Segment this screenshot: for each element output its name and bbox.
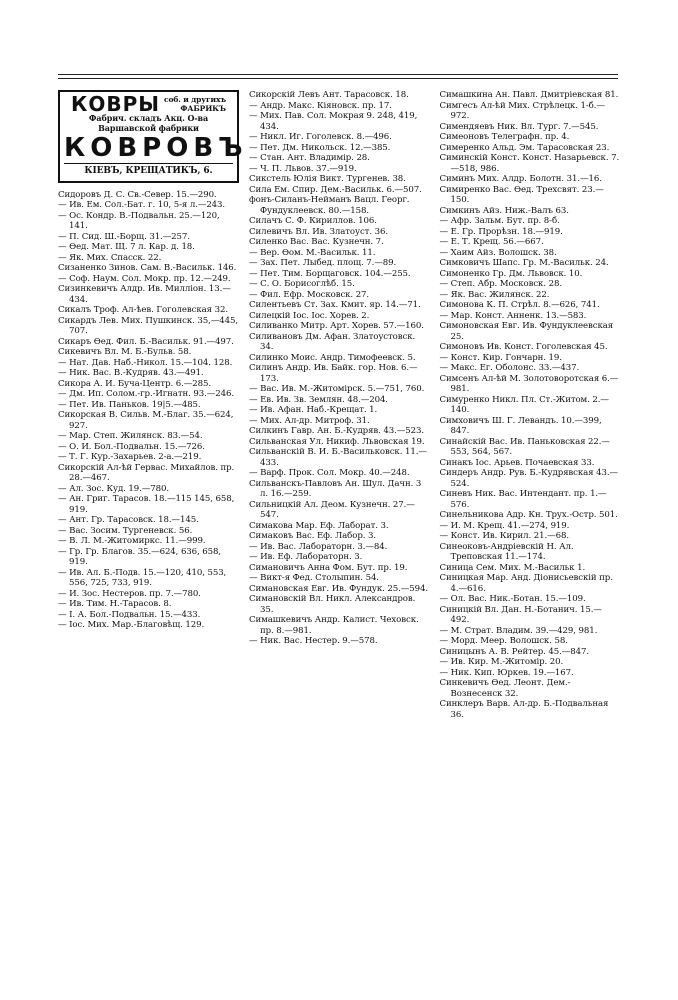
- directory-entry: — Ив. Тим. Н.-Тарасов. 8.: [58, 599, 172, 609]
- directory-entry: — Зах. Пет. Лыбед. площ. 7.—89.: [249, 258, 397, 268]
- directory-entry: — Як. Вас. Жилянск. 22.: [439, 289, 550, 300]
- ad-big-title: КОВРОВЪ: [64, 133, 248, 163]
- carpet-advertisement: [58, 90, 248, 183]
- directory-entry: — Ант. Гр. Тарасовск. 18.—145.: [58, 515, 199, 525]
- directory-entry: — Ч. П. Львов. 37.—919.: [249, 163, 357, 174]
- directory-entry: Сидоровъ Д. С. Св.-Север. 15.—290.: [58, 189, 217, 200]
- directory-entry: — Ник. Вас. Нестер. 9.—578.: [249, 636, 378, 646]
- directory-entry: Симановичъ Анна Фом. Бут. пр. 19.: [249, 562, 408, 573]
- directory-entry: Сикалъ Троф. Ал-ѣев. Гоголевская 32.: [58, 305, 228, 315]
- directory-entry: — Викт-я Фед. Столыпин. 54.: [249, 573, 379, 583]
- directory-entry: Силинко Моис. Андр. Тимофеевск. 5.: [249, 352, 416, 363]
- directory-entry: — Соф. Наум. Сол. Мокр. пр. 12.—249.: [58, 273, 231, 284]
- directory-entry: Симоненко Гр. Дм. Львовск. 10.: [439, 268, 583, 279]
- directory-entry: — Стан. Ант. Владимір. 28.: [249, 153, 370, 163]
- directory-entry: Сикорскій Левъ Ант. Тарасовск. 18.: [249, 90, 409, 100]
- column-3: [440, 90, 621, 720]
- directory-entry: Силкинъ Гавр. Ан. Б.-Кудряв. 43.—523.: [249, 426, 424, 436]
- directory-entry: — Ос. Кондр. В.-Подвальн. 25.—120, 141.: [58, 210, 220, 231]
- directory-entry: Симсенъ Ал-ѣй М. Золотоворотская 6.—981.: [439, 373, 619, 394]
- directory-entry: Силиванко Митр. Арт. Хорев. 57.—160.: [249, 321, 424, 331]
- ad-kovry: КОВРЫ: [71, 91, 160, 116]
- ad-sub2: ФАБРИКЪ: [180, 104, 226, 113]
- directory-entry: Симховичъ Ш. Г. Левандъ. 10.—399, 847.: [439, 415, 602, 436]
- directory-entry: — Өед. Мат. Щ. 7 л. Кар. д. 18.: [58, 242, 195, 252]
- directory-entry: Сикардъ Лев. Мих. Пушкинск. 35,—445, 707.: [58, 315, 238, 336]
- directory-entry: — И. М. Крещ. 41.—274, 919.: [439, 520, 570, 531]
- directory-entry: — I. А. Бол.-Подвальн. 15.—433.: [58, 609, 201, 620]
- directory-entry: Синакъ Іос. Арьев. Почаевская 33.: [439, 457, 595, 468]
- directory-entry: — Нат. Дав. Наб.-Никол. 15.—104. 128.: [58, 357, 233, 368]
- directory-entry: — Ив. Ал. Б.-Подв. 15.—120, 410, 553, 556, 725, 733, 919.: [58, 567, 227, 588]
- columns: [58, 90, 620, 720]
- directory-entry: Симинъ Мих. Алдр. Болотн. 31.—16.: [439, 174, 602, 184]
- directory-entry: Сильванская Ул. Никиф. Львовская 19.: [249, 436, 425, 447]
- directory-entry: — Ол. Вас. Ник.-Ботан. 15.—109.: [439, 594, 586, 604]
- directory-entry: — Ник. Вас. В.-Кудряв. 43.—491.: [58, 368, 204, 378]
- directory-entry: Сикаръ Өед. Фил. Б.-Васильк. 91.—497.: [58, 336, 234, 347]
- directory-entry: — Ив. Ем. Сол.-Бат. г. 10, 5-я л.—243.: [58, 200, 226, 210]
- directory-entry: Симкинъ Айз. Ниж.-Валъ 63.: [439, 205, 569, 216]
- directory-entry: Симеоновъ Телеграфн. пр. 4.: [439, 132, 570, 142]
- column-2: [249, 90, 430, 720]
- directory-entry: — Морд. Меер. Волошск. 58.: [439, 636, 568, 646]
- directory-entry: Сильванскій В. И. Б.-Васильковск. 11.—433.: [249, 447, 427, 468]
- directory-entry: — Конст. Ив. Кирил. 21.—68.: [439, 531, 569, 541]
- directory-entry: фонъ-Силанъ-Нейманъ Вацл. Георг. Фундуклеевск. 80.—158.: [249, 195, 410, 216]
- directory-entry: — Вас. Ив. М.-Житомірск. 5.—751, 760.: [249, 384, 425, 394]
- directory-entry: — И. Зос. Нестеров. пр. 7.—780.: [58, 588, 201, 599]
- directory-entry: — Мар. Степ. Жилянск. 83.—54.: [58, 431, 203, 441]
- directory-entry: — Степ. Абр. Московск. 28.: [439, 279, 562, 289]
- directory-entry: Силинъ Андр. Ив. Байк. гор. Нов. 6.—173.: [249, 363, 418, 384]
- directory-entry: — Як. Мих. Спасск. 22.: [58, 252, 162, 263]
- ad-sub1: соб. и другихъ: [163, 95, 226, 104]
- directory-entry: Симашкина Ан. Павл. Дмитріевская 81.: [439, 90, 619, 100]
- directory-entry: Сильницкій Ал. Деом. Кузнечн. 27.—547.: [249, 499, 415, 520]
- directory-entry: — Вас. Зосим. Тургеневск. 56.: [58, 525, 193, 536]
- directory-entry: — Пет. Тим. Борщаговск. 104.—255.: [249, 268, 411, 279]
- directory-entry: — Ив. Афан. Наб.-Крещат. 1.: [249, 405, 378, 415]
- directory-entry: Сизинкевичъ Алдр. Ив. Милліон. 13.—434.: [58, 284, 231, 305]
- directory-entry: — В. Л. М.-Житомиркс. 11.—999.: [58, 536, 206, 546]
- directory-entry: Силентьевъ Ст. Зах. Кмит. яр. 14.—71.: [249, 300, 421, 310]
- directory-entry: — Хаим Айз. Волошск. 38.: [439, 247, 557, 258]
- directory-entry: Симонова К. П. Стрѣл. 8.—626, 741.: [439, 300, 600, 310]
- directory-entry: — Пет. Дм. Никольск. 12.—385.: [249, 142, 391, 153]
- directory-entry: Синица Сем. Мих. М.-Васильк 1.: [439, 562, 586, 573]
- directory-entry: Сикорская В. Сильв. М.-Благ. 35.—624, 927.: [58, 410, 234, 431]
- directory-entry: — Макс. Ег. Оболонс. 33.—437.: [439, 363, 580, 373]
- directory-entry: Силецкій Іос. Іос. Хорев. 2.: [249, 310, 370, 321]
- directory-entry: Силевичъ Вл. Ив. Златоуст. 36.: [249, 226, 388, 237]
- directory-entry: — Вер. Өом. М.-Васильк. 11.: [249, 247, 376, 258]
- directory-entry: Синкевичъ Өед. Леонт. Дем.-Вознесенск 32.: [439, 678, 571, 699]
- directory-entry: Симоновъ Ив. Конст. Гоголевская 45.: [439, 342, 608, 352]
- directory-entry: Синицкій Вл. Дан. Н.-Ботанич. 15.—492.: [439, 604, 602, 625]
- directory-entry: Сикорскій Ал-ѣй Гервас. Михайлов. пр. 28.—467.: [58, 462, 235, 483]
- directory-entry: Синайскій Вас. Ив. Паньковская 22.—553, 564, 567.: [439, 436, 610, 457]
- directory-entry: Симеренко Альд. Эм. Тарасовская 23.: [439, 142, 610, 153]
- directory-entry: Симановская Евг. Ив. Фундук. 25.—594.: [249, 583, 428, 594]
- directory-entry: — Ан. Григ. Тарасов. 18.—115 145, 658, 919.: [58, 494, 235, 515]
- directory-entry: — Ник. Кип. Юркев. 19.—167.: [439, 667, 574, 678]
- directory-entry: — Іос. Мих. Мар.-Благовѣщ. 129.: [58, 620, 205, 630]
- directory-entry: — Ив. Еф. Лабораторн. 3.: [249, 552, 363, 562]
- directory-entry: Симоновская Евг. Ив. Фундуклеевская 25.: [439, 321, 614, 342]
- directory-entry: — Е. Т. Крещ. 56.—667.: [439, 237, 544, 247]
- directory-entry: — Т. Г. Кур.-Захарьев. 2-а.—219.: [58, 452, 202, 462]
- directory-entry: Синеоковъ-Андріевскій Н. Ал. Треповская 11.—174.: [439, 541, 574, 562]
- directory-entry: Сизаненко Зинов. Сам. В.-Васильк. 146.: [58, 263, 237, 273]
- directory-entry: Синевъ Ник. Вас. Интендант. пр. 1.—576.: [439, 489, 607, 510]
- directory-entry: Сикстель Юлія Викт. Тургенев. 38.: [249, 174, 406, 184]
- directory-entry: Симашкевичъ Андр. Калист. Чеховск. пр. 8.—981.: [249, 615, 419, 636]
- directory-entry: — Никл. Иг. Гоголевск. 8.—496.: [249, 132, 392, 142]
- directory-entry: — Ив. Кир. М.-Житомір. 20.: [439, 657, 564, 667]
- ad-sub: [164, 95, 226, 113]
- ad-line2: Варшавской фабрики: [98, 123, 199, 133]
- ad-line1: Фабрич. складъ Акц. О-ва: [88, 113, 209, 123]
- directory-entry: — Ал. Зос. Куд. 19.—780.: [58, 483, 170, 494]
- ad-header: [64, 91, 233, 116]
- directory-entry: — Мар. Конст. Анненк. 13.—583.: [439, 310, 587, 321]
- directory-entry: — С. О. Борисоглѣб. 15.: [249, 279, 355, 289]
- directory-entry: — Андр. Макс. Кіяновск. пр. 17.: [249, 100, 392, 111]
- directory-entry: — Афр. Зальм. Бут. пр. 8-б.: [439, 216, 560, 226]
- directory-entry: — Конст. Кир. Гончарн. 19.: [439, 352, 562, 363]
- directory-entry: Симуренко Никл. Пл. Ст.-Житом. 2.—140.: [439, 394, 609, 415]
- directory-entry: — Е. Гр. Прорѣзн. 18.—919.: [439, 226, 563, 237]
- directory-entry: — Ев. Ив. Зв. Землян. 48.—204.: [249, 394, 388, 405]
- directory-entry: Силачъ С. Ф. Кириллов. 106.: [249, 216, 377, 226]
- directory-entry: Симиренко Вас. Өед. Трехсвят. 23.—150.: [439, 184, 604, 205]
- directory-entry: Симгесъ Ал-ѣй Мих. Стрѣлецк. 1-б.—972.: [439, 100, 605, 121]
- directory-entry: — Мих. Ал-др. Митроф. 31.: [249, 415, 370, 426]
- directory-entry: — Варф. Прок. Сол. Мокр. 40.—248.: [249, 468, 410, 478]
- directory-entry: Сила Ем. Спир. Дем.-Васильк. 6.—507.: [249, 184, 422, 195]
- directory-entry: Синдеръ Андр. Рув. Б.-Кудрявская 43.—524.: [439, 468, 618, 489]
- directory-entry: Сильванскъ-Павловъ Ан. Шул. Дачн. 3 л. 16.—259.: [249, 478, 422, 499]
- directory-entry: — П. Сид. Ш.-Борщ. 31.—257.: [58, 231, 190, 242]
- directory-entry: Силенко Вас. Вас. Кузнечн. 7.: [249, 237, 384, 247]
- directory-entry: — О. И. Бол.-Подвальн. 15.—726.: [58, 441, 205, 452]
- directory-entry: Симинскій Конст. Конст. Назарьевск. 7.—518, 986.: [439, 153, 620, 174]
- directory-entry: Симаковъ Вас. Еф. Лабор. 3.: [249, 531, 376, 541]
- directory-entry: Сикора А. И. Буча-Центр. 6.—285.: [58, 378, 211, 389]
- directory-entry: — Мих. Пав. Сол. Мокрая 9. 248, 419, 434.: [249, 111, 418, 132]
- directory-entry: Сикевичъ Вл. М. Б.-Бульв. 58.: [58, 347, 192, 357]
- directory-entry: — Дм. Ип. Солом.-гр.-Игнатн. 93.—246.: [58, 389, 234, 399]
- directory-entry: Синицынъ А. В. Рейтер. 45.—847.: [439, 646, 589, 657]
- directory-entry: Симакова Мар. Еф. Лаборат. 3.: [249, 520, 389, 531]
- directory-entry: Силивановъ Дм. Афан. Златоустовск. 34.: [249, 331, 416, 352]
- directory-entry: — М. Страт. Владим. 39.—429, 981.: [439, 625, 598, 636]
- directory-entry: — Гр. Гр. Благов. 35.—624, 636, 658, 919.: [58, 546, 222, 567]
- directory-entry: Симковичъ Шапс. Гр. М.-Васильк. 24.: [439, 258, 609, 268]
- directory-entry: — Пет. Ив. Паньков. 19|5.—485.: [58, 399, 201, 410]
- top-rule: [58, 74, 618, 79]
- column-1: [58, 90, 248, 720]
- directory-entry: Симендяевъ Ник. Вл. Тург. 7.—545.: [439, 121, 599, 132]
- directory-entry: Синклеръ Варв. Ал-др. Б.-Подвальная 36.: [439, 699, 609, 720]
- ad-city: КІЕВЪ, КРЕЩАТИКЪ, 6.: [64, 163, 233, 177]
- directory-entry: — Ив. Вас. Лабораторн. 3.—84.: [249, 541, 388, 552]
- directory-entry: Симановскій Вл. Никл. Александров. 35.: [249, 594, 416, 615]
- directory-entry: Синельникова Адр. Кн. Трух.-Остр. 501.: [439, 510, 618, 520]
- directory-entry: — Фил. Ефр. Московск. 27.: [249, 289, 370, 300]
- directory-entry: Синицкая Мар. Анд. Діонисьевскій пр. 4.—616.: [439, 573, 613, 594]
